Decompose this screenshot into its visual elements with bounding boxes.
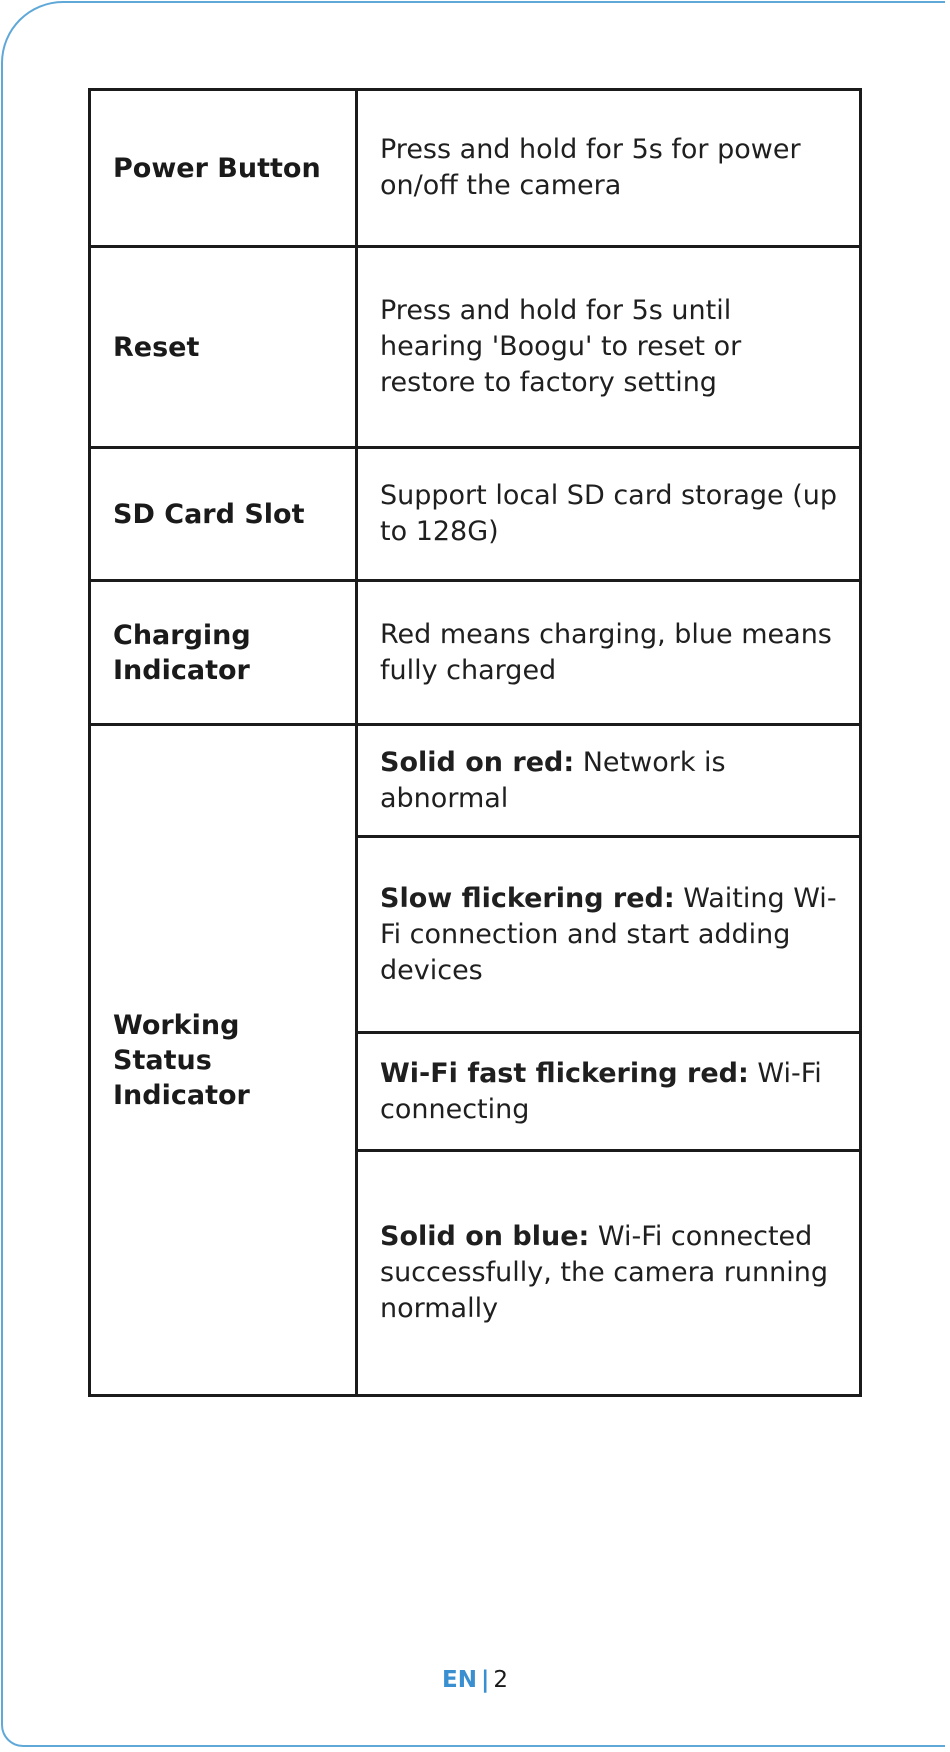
table-row <box>90 581 861 725</box>
table-row <box>90 90 861 247</box>
status-term: Wi-Fi fast flickering red: <box>380 1057 749 1089</box>
label-reset: Reset <box>90 247 357 448</box>
table-row <box>90 725 861 837</box>
status-text: Network is abnormal <box>380 746 726 814</box>
table-row <box>90 247 861 448</box>
desc-sd-card-slot: Support local SD card storage (up to 128G) <box>357 448 861 581</box>
label-working-status-indicator: Working Status Indicator <box>90 725 357 1396</box>
status-slow-flicker-red <box>357 837 861 1033</box>
label-power-button: Power Button <box>90 90 357 247</box>
status-text: Waiting Wi-Fi connection and start adding devices <box>380 882 837 986</box>
page-footer <box>0 1666 950 1694</box>
status-solid-red <box>357 725 861 837</box>
status-text: Wi-Fi connecting <box>380 1057 822 1125</box>
table-row <box>90 448 861 581</box>
status-term: Solid on blue: <box>380 1221 590 1252</box>
desc-power-button: Press and hold for 5s for power on/off the camera <box>357 90 861 247</box>
footer-page-number: 2 <box>493 1667 508 1693</box>
status-text: Wi-Fi connected successfully, the camera running normally <box>380 1221 828 1324</box>
desc-charging-indicator: Red means charging, blue means fully charged <box>357 581 861 725</box>
footer-language: EN <box>441 1667 477 1693</box>
label-charging-indicator: Charging Indicator <box>90 581 357 725</box>
desc-reset: Press and hold for 5s until hearing 'Boogu' to reset or restore to factory setting <box>357 247 861 448</box>
status-term: Solid on red: <box>380 746 575 778</box>
status-fast-flicker-red <box>357 1033 861 1151</box>
label-sd-card-slot: SD Card Slot <box>90 448 357 581</box>
status-term: Slow flickering red: <box>380 882 675 914</box>
spec-table <box>88 88 862 1397</box>
footer-separator: | <box>480 1667 490 1693</box>
status-solid-blue <box>357 1151 861 1396</box>
